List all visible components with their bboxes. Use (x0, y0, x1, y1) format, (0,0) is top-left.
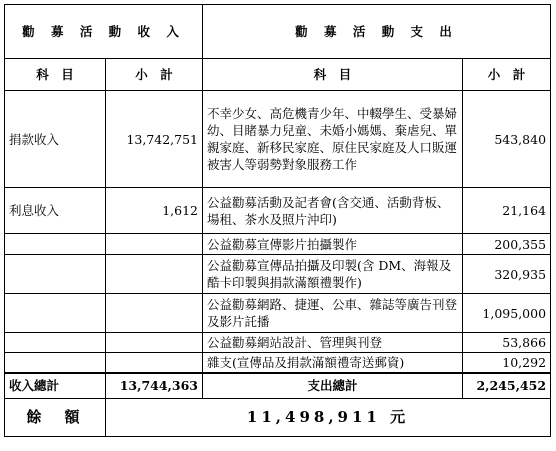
section-header-row (5, 5, 551, 59)
table-row (5, 234, 551, 255)
expense-item-cell: 雜支(宣傳品及捐款滿額禮寄送郵資) (203, 353, 463, 373)
balance-value: 11,498,911 元 (106, 399, 551, 437)
empty-cell (106, 234, 203, 255)
income-amount-cell: 1,612 (106, 188, 203, 234)
empty-cell (5, 333, 106, 353)
expense-item-cell: 公益勸募宣傳品拍攝及印製(含 DM、海報及酷卡印製與捐款滿額禮製作) (203, 255, 463, 294)
income-subject-header: 科 目 (5, 59, 106, 91)
expense-amount-cell: 10,292 (463, 353, 551, 373)
empty-cell (5, 353, 106, 373)
table-row (5, 294, 551, 333)
empty-cell (106, 255, 203, 294)
table-row (5, 333, 551, 353)
table-row (5, 353, 551, 373)
empty-cell (106, 353, 203, 373)
table-row (5, 188, 551, 234)
balance-row (5, 399, 551, 437)
expense-subject-header: 科 目 (203, 59, 463, 91)
income-subject-cell: 利息收入 (5, 188, 106, 234)
expense-amount-cell: 21,164 (463, 188, 551, 234)
empty-cell (106, 333, 203, 353)
income-total-label: 收入總計 (5, 373, 106, 399)
table-row (5, 91, 551, 188)
expense-section-title: 勸 募 活 動 支 出 (203, 5, 551, 59)
empty-cell (106, 294, 203, 333)
totals-row (5, 373, 551, 399)
column-header-row (5, 59, 551, 91)
income-subtotal-header: 小 計 (106, 59, 203, 91)
income-subject-cell: 捐款收入 (5, 91, 106, 188)
expense-item-cell: 不幸少女、高危機青少年、中輟學生、受暴婦幼、目睹暴力兒童、未婚小媽媽、棄虐兒、單親家庭、新移民家庭、原住民家庭及人口販運被害人等弱勢對象服務工作 (203, 91, 463, 188)
income-amount-cell: 13,742,751 (106, 91, 203, 188)
empty-cell (5, 255, 106, 294)
fundraising-statement-table (4, 4, 551, 437)
empty-cell (5, 234, 106, 255)
expense-item-cell: 公益勸募宣傳影片拍攝製作 (203, 234, 463, 255)
expense-subtotal-header: 小 計 (463, 59, 551, 91)
empty-cell (5, 294, 106, 333)
expense-item-cell: 公益勸募網站設計、管理與刊登 (203, 333, 463, 353)
expense-total-value: 2,245,452 (463, 373, 551, 399)
income-section-title: 勸 募 活 動 收 入 (5, 5, 203, 59)
expense-amount-cell: 1,095,000 (463, 294, 551, 333)
expense-amount-cell: 53,866 (463, 333, 551, 353)
expense-total-label: 支出總計 (203, 373, 463, 399)
income-total-value: 13,744,363 (106, 373, 203, 399)
expense-amount-cell: 320,935 (463, 255, 551, 294)
expense-item-cell: 公益勸募網路、捷運、公車、雜誌等廣告刊登及影片託播 (203, 294, 463, 333)
table-row (5, 255, 551, 294)
expense-item-cell: 公益勸募活動及記者會(含交通、活動背板、場租、茶水及照片沖印) (203, 188, 463, 234)
balance-label: 餘 額 (5, 399, 106, 437)
expense-amount-cell: 200,355 (463, 234, 551, 255)
expense-amount-cell: 543,840 (463, 91, 551, 188)
